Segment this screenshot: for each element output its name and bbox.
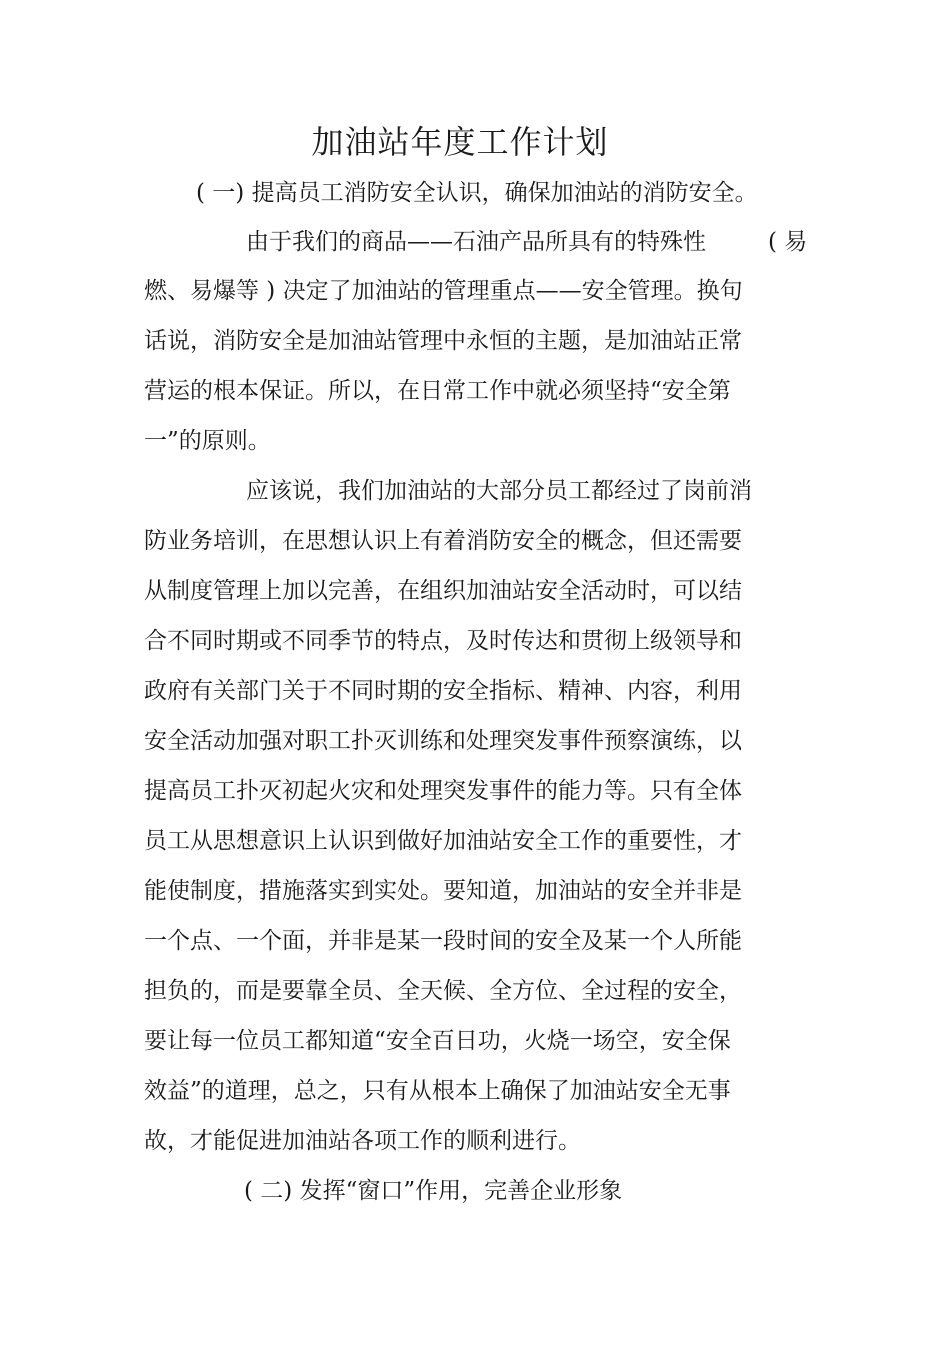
paragraph-2-line-7: 提高员工扑灭初起火灾和处理突发事件的能力等。只有全体 bbox=[144, 778, 742, 804]
paragraph-2-line-10: 一个点、一个面，并非是某一段时间的安全及某一个人所能 bbox=[144, 928, 742, 954]
paragraph-1-line-1-end: ( 易 bbox=[768, 229, 808, 255]
paragraph-1-line-1: 由于我们的商品——石油产品所具有的特殊性 bbox=[246, 229, 706, 255]
paragraph-2-line-9: 能使制度，措施落实到实处。要知道，加油站的安全并非是 bbox=[144, 878, 742, 904]
section-heading-1: ( 一) 提高员工消防安全认识，确保加油站的消防安全。 bbox=[196, 180, 758, 206]
paragraph-1-line-4: 营运的根本保证。所以，在日常工作中就必须坚持“安全第 bbox=[144, 378, 731, 404]
paragraph-2-line-8: 员工从思想意识上认识到做好加油站安全工作的重要性，才 bbox=[144, 828, 742, 854]
paragraph-2-line-14: 故，才能促进加油站各项工作的顺利进行。 bbox=[144, 1128, 581, 1154]
paragraph-2-line-4: 合不同时期或不同季节的特点，及时传达和贯彻上级领导和 bbox=[144, 628, 742, 654]
section-heading-2: ( 二) 发挥“窗口”作用，完善企业形象 bbox=[244, 1178, 623, 1204]
paragraph-2-line-6: 安全活动加强对职工扑灭训练和处理突发事件预察演练，以 bbox=[144, 728, 742, 754]
paragraph-2-line-2: 防业务培训，在思想认识上有着消防安全的概念，但还需要 bbox=[144, 528, 742, 554]
paragraph-1-line-2: 燃、易爆等 ) 决定了加油站的管理重点——安全管理。换句 bbox=[144, 278, 743, 304]
document-title: 加油站年度工作计划 bbox=[311, 123, 609, 161]
paragraph-2-line-12: 要让每一位员工都知道“安全百日功，火烧一场空，安全保 bbox=[144, 1028, 731, 1054]
paragraph-1-line-3: 话说，消防安全是加油站管理中永恒的主题，是加油站正常 bbox=[144, 328, 742, 354]
paragraph-1-line-5: 一”的原则。 bbox=[144, 428, 271, 454]
paragraph-2-line-5: 政府有关部门关于不同时期的安全指标、精神、内容，利用 bbox=[144, 678, 742, 704]
paragraph-2-line-3: 从制度管理上加以完善，在组织加油站安全活动时，可以结 bbox=[144, 578, 742, 604]
paragraph-2-line-11: 担负的，而是要靠全员、全天候、全方位、全过程的安全， bbox=[144, 978, 742, 1004]
paragraph-2-line-13: 效益”的道理，总之，只有从根本上确保了加油站安全无事 bbox=[144, 1078, 731, 1104]
paragraph-2-line-1: 应该说，我们加油站的大部分员工都经过了岗前消 bbox=[246, 478, 752, 504]
